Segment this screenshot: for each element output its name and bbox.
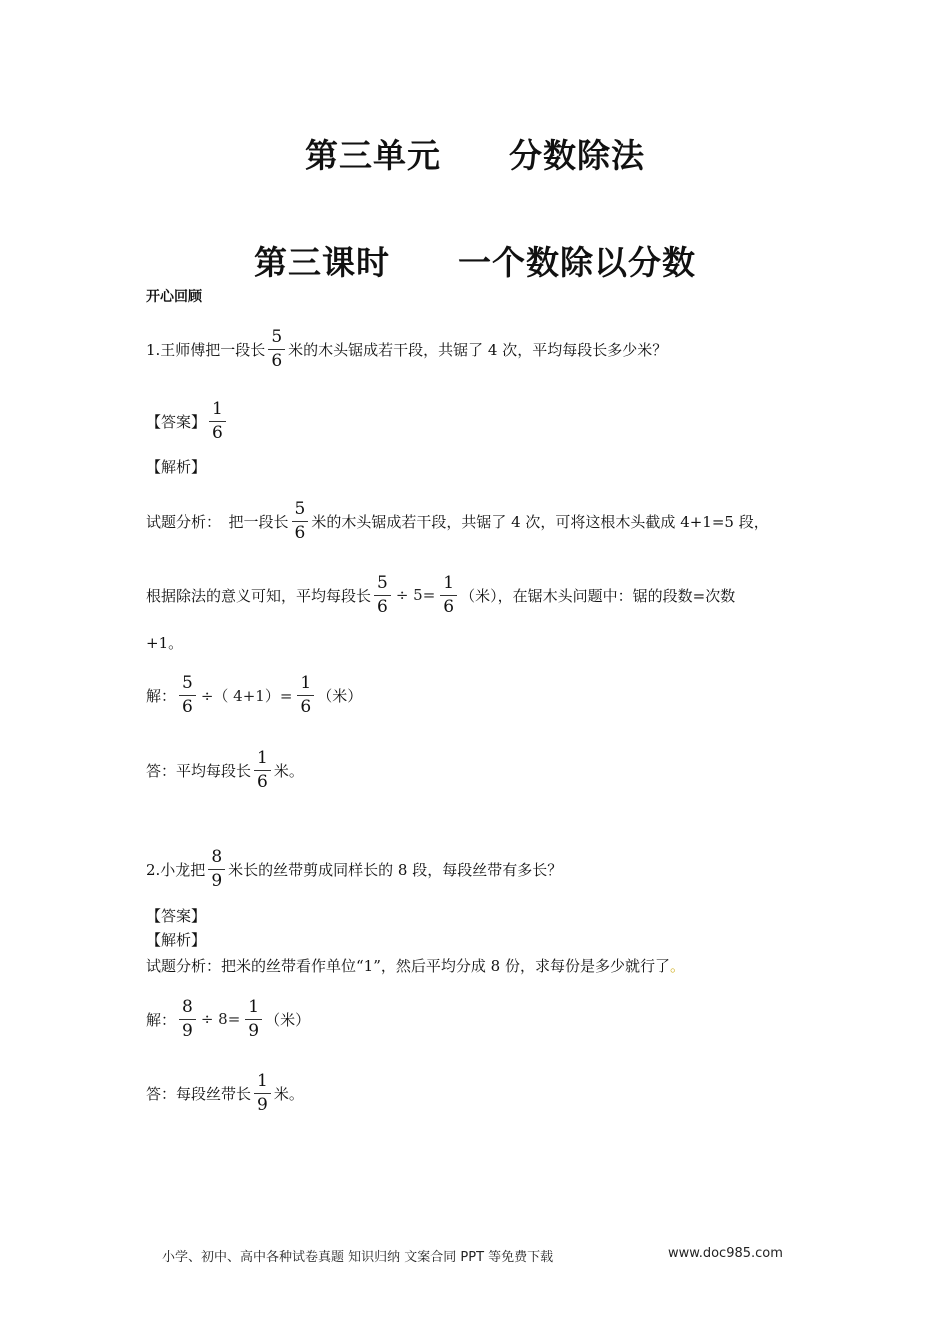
reply-text: 米。 <box>273 1084 304 1103</box>
analysis-text: （米），在锯木头问题中：锯的段数=次数 <box>460 586 736 605</box>
solution-label: 解： <box>146 1010 177 1029</box>
denominator: 6 <box>257 771 268 792</box>
denominator: 6 <box>443 596 455 617</box>
analysis-text: 试题分析：把米的丝带看作单位“1”，然后平均分成 8 份，求每份是多少就行了 <box>146 956 670 975</box>
numerator: 5 <box>377 572 388 593</box>
question-2 <box>146 826 562 912</box>
denominator: 6 <box>300 696 312 717</box>
denominator: 6 <box>212 422 223 443</box>
numerator: 1 <box>212 398 223 419</box>
solution-label: 解： <box>146 686 177 705</box>
numerator: 8 <box>211 846 223 867</box>
fraction <box>254 1070 271 1115</box>
fraction <box>208 846 225 891</box>
reply-1 <box>146 727 304 813</box>
unit: （米） <box>265 1010 311 1029</box>
reply-text: 答：平均每段长 <box>146 761 252 780</box>
operator: ÷ 8= <box>200 1010 241 1028</box>
analysis-2 <box>146 954 685 976</box>
numerator: 1 <box>257 747 268 768</box>
fraction <box>440 572 457 617</box>
section-heading: 开心回顾 <box>146 289 202 305</box>
denominator: 6 <box>294 522 306 543</box>
denominator: 9 <box>248 1020 260 1041</box>
footer-text: 小学、初中、高中各种试卷真题 知识归纳 文案合同 PPT 等免费下载 <box>162 1250 554 1265</box>
answer-fraction <box>209 398 226 443</box>
question-2-suffix: 米长的丝带剪成同样长的 8 段，每段丝带有多长？ <box>228 860 563 879</box>
question-1-prefix: 1.王师傅把一段长 <box>146 340 266 359</box>
analysis-text: 试题分析： 把一段长 <box>146 512 289 531</box>
fraction <box>245 996 262 1041</box>
fraction <box>268 326 285 371</box>
operator: ÷ 5= <box>395 586 436 604</box>
denominator: 9 <box>257 1094 268 1115</box>
answer-label: 【答案】 <box>146 906 207 925</box>
analysis-label: 【解析】 <box>146 457 207 476</box>
denominator: 6 <box>182 696 193 717</box>
unit: （米） <box>317 686 363 705</box>
analysis-label: 【解析】 <box>146 930 207 949</box>
numerator: 5 <box>182 672 193 693</box>
numerator: 1 <box>248 996 260 1017</box>
fraction <box>292 498 309 543</box>
denominator: 6 <box>271 350 283 371</box>
numerator: 1 <box>443 572 455 593</box>
solution-1 <box>146 652 362 738</box>
reply-2 <box>146 1050 304 1136</box>
analysis-1-line-2 <box>146 552 735 638</box>
numerator: 8 <box>182 996 193 1017</box>
numerator: 5 <box>271 326 283 347</box>
numerator: 1 <box>257 1070 268 1091</box>
question-2-prefix: 2.小龙把 <box>146 860 206 879</box>
question-1-suffix: 米的木头锯成若干段，共锯了 4 次，平均每段长多少米？ <box>288 340 668 359</box>
answer-label: 【答案】 <box>146 412 207 431</box>
analysis-text: 米的木头锯成若干段，共锯了 4 次，可将这根木头截成 4+1=5 段， <box>311 512 769 531</box>
reply-text: 答：每段丝带 <box>146 1084 237 1103</box>
unit-title: 第三单元 分数除法 <box>305 136 645 175</box>
answer-1 <box>146 378 229 464</box>
analysis-end: 。 <box>669 956 685 975</box>
fraction <box>374 572 391 617</box>
denominator: 9 <box>211 870 223 891</box>
denominator: 6 <box>377 596 388 617</box>
fraction <box>179 672 196 717</box>
numerator: 1 <box>300 672 312 693</box>
reply-text: 米。 <box>273 761 304 780</box>
reply-text: 长 <box>236 1084 252 1103</box>
denominator: 9 <box>182 1020 193 1041</box>
analysis-1-line-3: +1。 <box>146 633 184 652</box>
operator: ÷（ 4+1）= <box>200 686 293 705</box>
fraction <box>179 996 196 1041</box>
numerator: 5 <box>294 498 306 519</box>
fraction <box>297 672 314 717</box>
lesson-title: 第三课时 一个数除以分数 <box>254 243 696 282</box>
footer-link[interactable]: www.doc985.com <box>668 1246 783 1261</box>
fraction <box>254 747 271 792</box>
analysis-text: 根据除法的意义可知，平均每段长 <box>146 586 372 605</box>
